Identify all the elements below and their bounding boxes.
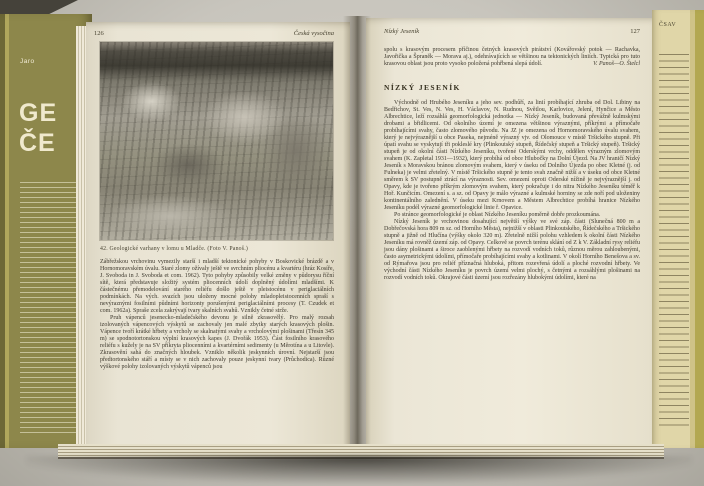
cover-title-line2: ČE: [19, 129, 56, 157]
right-page-number: 127: [630, 28, 640, 35]
left-page-number: 126: [94, 30, 104, 37]
left-running-title: Česká vysočina: [293, 30, 334, 37]
section-heading: NÍZKÝ JESENÍK: [384, 83, 461, 92]
photo-caption: 42. Geologické varhany v lomu u Mladče. (Foto V. Panoš.): [100, 246, 248, 252]
right-page: [366, 18, 652, 446]
authors-signature: V. Panoš—O. Štelcl: [593, 61, 640, 67]
right-page-body: [384, 47, 640, 282]
body-paragraph: Zábřežskou vrchovinu vymezily starší i mladší tektonické pohyby v Boskovické brázdě a v Hornomoravském úvalu. Staré zlomy ožívaly ještě ve svrchním pliocénu a kvartéru (hráz Kosíře, J. Svoboda in J. Svoboda et com. 1962). Tyto pohyby způsobily velké změny v půdorysu říční sítě, která představuje složitý systém pliocenních údolí doplněný údolími mladšími. K částečnému přemodelování starého reliéfu došlo ještě v pleistocénu v periglaciálních podmínkách. Na vých. svazích jsou uloženy mocné polohy mladopleistocenních spraší s nevýraznými fosilními půdními horizonty porušenými periglaciálními procesy (T. Czudek et com. 1962a). Spraše zcela zakrývají tvary skalních svahů. Vznikly četné strže.: [100, 259, 334, 314]
body-paragraph: Pruh vápenců jesenecko-mladečského devonu je silně zkrasovělý. Pro malý rozsah izolovaných vápencových výskytů se zachovaly jen malé zbytky starých krasových plošin. Vápence tvoří krátké hřbety a vrcholy se skalnatými svahy a vrcholovými plošinami (Třesín 345 m) se spodnotortonskou výplní krasových kapes (J. Dvořák 1953). Část fosilního krasového reliéfu s kužely je na SV příkryta pliocenními a kvartérními sedimenty (u Měrotína a u Litovle). Zkrasovění sahá do značných hloubek. Vzniklo několik jeskynních úrovní. Nejstarší jsou předtortonského stáří a místy se v nich zachovaly pouze jeskynní tvary (Průchodica). Různé výškové polohy izolovaných výskytů vápenců jsou: [100, 315, 334, 370]
cover-title-line1: GE: [19, 99, 58, 127]
right-page-header: [384, 28, 640, 35]
body-paragraph: Po stránce geomorfologické je oblast Nízkého Jeseníku poměrně dobře prozkoumána.: [394, 212, 601, 218]
right-running-title: Nízký Jeseník: [384, 28, 420, 35]
quarry-photo: [100, 42, 333, 240]
body-paragraph: Nízký Jeseník je vrchovinou dosahující největší výšky ve své záp. části (Slunečná 800 m a Dobřečovská hora 809 m sz. od Horního Města), nejnižší v oblasti Plinkoutského, Řídečského a Tršického stupně a jižně od Hlučína (výšky okolo 320 m). Zřetelně nižší polohu vzhledem k okolní části Nízkého Jeseníku má rovněž území záp. od Opavy. Celkově se povrch terénu sklání od Z k V. Základní rysy reliéfu jsou dány plošinami a široce zaoblenými hřbety na rozvodí vodních toků, různou měrou zahloubenými, často asymetrickými údolími, přímočaře probíhajícími svahy a kotlinami. V okolí Horního Benešova a sv. od Rýmařova jsou pro reliéf příznačná hluboká, přitom rozevřená údolí a ploché rozvodní hřbety. Ve východní části Nízkého Jeseníku je povrch území velmi plochý, s četnými a rozsáhlými plošinami na rozvodí vodních toků. Okrajové části území jsou rozřezány hlubokými údolími, které na: [384, 219, 640, 281]
dust-jacket-right-flap: [652, 10, 704, 448]
book-cast-shadow: [26, 456, 692, 484]
flap-text-lines: [659, 54, 689, 426]
cover-author-text: Jaro: [20, 58, 35, 65]
cover-blurb-text-lines: [20, 182, 80, 434]
continuation-paragraph: spolu s krasovým procesem příčinou četných krasových pirátství (Kovářovský potok — Rachavka, Javořička a Špraněk — Morava aj.), odehrávajících se většinou na tektonických liniích. Typická pro tuto krasovou oblast jsou proto vysoko položená pohřbená slepá údolí.: [384, 47, 640, 67]
flap-top-text: ČSAV: [659, 22, 677, 28]
left-page-header: [94, 30, 334, 37]
left-page-body: [100, 259, 334, 371]
left-page: [86, 22, 350, 444]
body-paragraph: Východně od Hrubého Jeseníku a jeho sev. podhůří, za linií probíhající zhruba od Dol. Libiny na Bedřichov, St. Ves, N. Ves, H. Václavov, N. Rudnou, Světlou, Karlovice, Jelení, Hynčice a Město Albrechtice, leží rozsáhlá geomorfologická jednotka — Nízký Jeseník, budovaná převážně kulmskými drobami a břidlicemi. Od okolního území je omezena většinou výraznými, příkrými a přímočaře probíhajícími svahy, často zlomového původu. Na JZ je omezena od Hornomoravského úvalu svahem, který je nejvýraznější u obce Paseka, nejméně výrazný vjv. od Olomouce v místě Tršického stupně. Při úpatí svahu se vyskytují tři pokleslé kry (Plinkoutský stupeň, Řídečský stupeň a Tršický stupeň). Tršický stupeň je od okolní části Nízkého Jeseníku, tvořené Oderskými vrchy, oddělen výrazným zlomovým svahem (K. Zapletal 1931—1932), který probíhá od obce Hlubočky na Dolní Újezd. Na JV hraničí Nízký Jeseník s Moravskou bránou zlomovým svahem, který v úseku od Dolního Újezda po obec Kletné (j. od Fulneka) je velmi zřetelný. V místě Tršického stupně je tento svah značně nižší a v úseku od obce Kletné směrem k SV postupně ztrácí na výraznosti. Sev. omezení oproti Oderské nížině je nejvýraznější j. od Opavy, kde je tvořeno příkrým zlomovým svahem, který pokračuje i do nitra Nízkého Jeseníku téměř k Hoř. Kunčicím. Omezení s. a sz. od Opavy je málo výrazné a kulmské horniny se zde noří pod uloženiny kontinentálního zalednění. V úseku mezi Krnovem a Městem Albrechtice probíhá hranice Nízkého Jeseníku podél výrazné geomorfologické linie ř. Opavice.: [384, 100, 640, 211]
bottom-page-edges: [58, 444, 664, 459]
